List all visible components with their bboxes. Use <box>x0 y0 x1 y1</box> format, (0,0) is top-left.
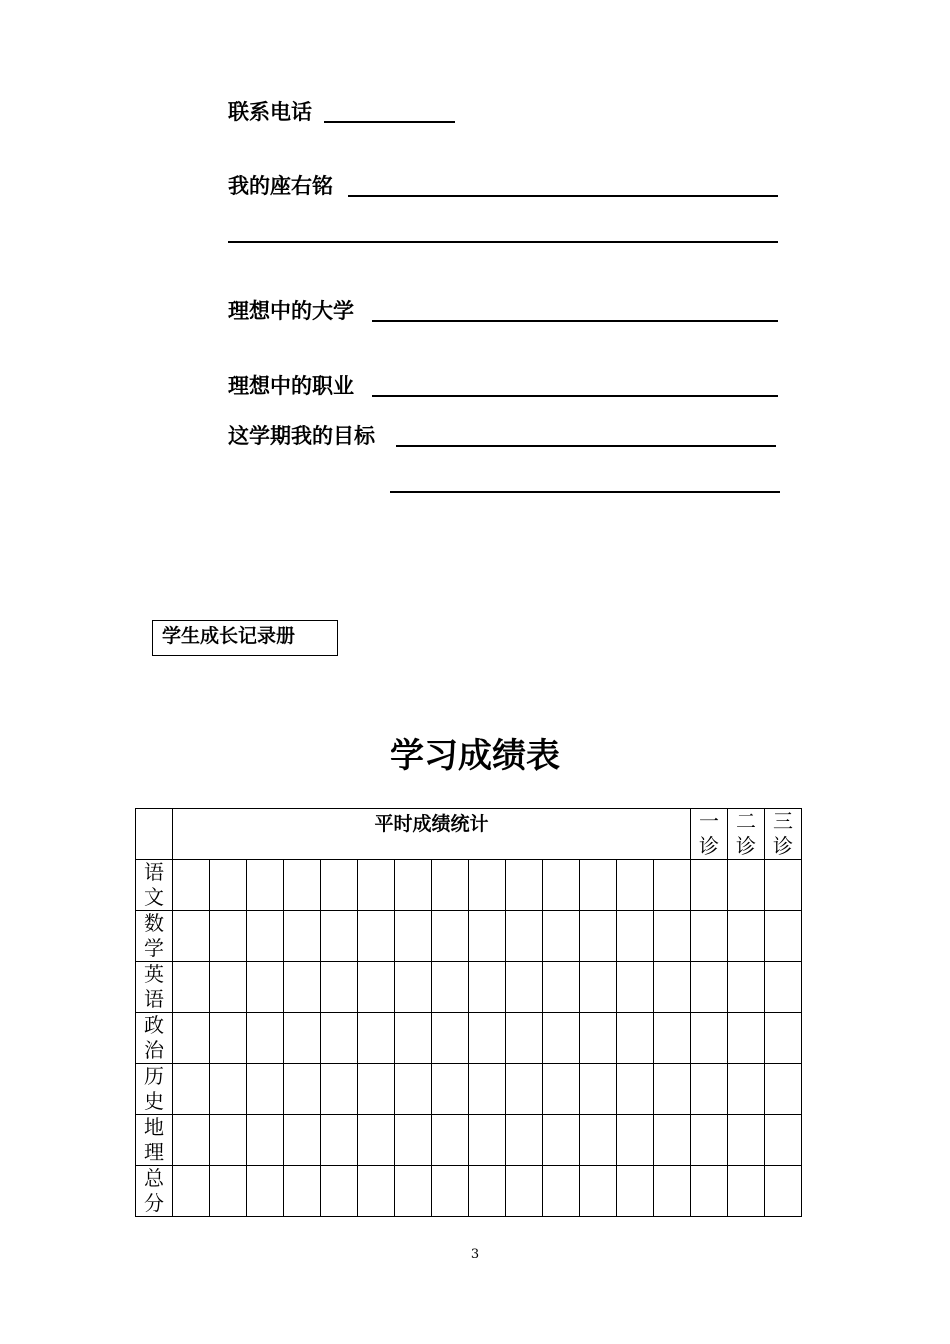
score-cell[interactable] <box>173 911 210 962</box>
score-cell[interactable] <box>469 962 506 1013</box>
exam-header-char: 诊 <box>736 834 756 858</box>
score-cell[interactable] <box>580 1064 617 1115</box>
subject-char: 地 <box>144 1115 164 1139</box>
exam-score-cell[interactable] <box>765 1166 802 1217</box>
score-cell[interactable] <box>358 1166 395 1217</box>
score-cell[interactable] <box>617 962 654 1013</box>
score-cell[interactable] <box>210 1115 247 1166</box>
score-cell[interactable] <box>617 911 654 962</box>
score-cell[interactable] <box>432 962 469 1013</box>
regular-scores-header: 平时成绩统计 <box>173 809 691 860</box>
subject-char: 分 <box>144 1191 164 1215</box>
score-cell[interactable] <box>580 962 617 1013</box>
table-row <box>136 1166 802 1217</box>
score-cell[interactable] <box>617 1013 654 1064</box>
table-row <box>136 911 802 962</box>
exam-score-cell[interactable] <box>765 1115 802 1166</box>
score-cell[interactable] <box>506 1166 543 1217</box>
score-cell[interactable] <box>543 1115 580 1166</box>
score-cell[interactable] <box>543 1013 580 1064</box>
table-row <box>136 860 802 911</box>
score-cell[interactable] <box>506 1013 543 1064</box>
exam-score-cell[interactable] <box>765 1064 802 1115</box>
phone-label: 联系电话 <box>228 100 312 124</box>
exam-score-cell[interactable] <box>691 911 728 962</box>
score-cell[interactable] <box>617 1064 654 1115</box>
exam-header-char: 一 <box>699 809 719 833</box>
score-cell[interactable] <box>173 962 210 1013</box>
score-cell[interactable] <box>580 1013 617 1064</box>
score-cell[interactable] <box>543 962 580 1013</box>
score-cell[interactable] <box>432 1064 469 1115</box>
score-cell[interactable] <box>284 860 321 911</box>
score-cell[interactable] <box>654 1115 691 1166</box>
score-cell[interactable] <box>321 1013 358 1064</box>
subject-label <box>136 1115 173 1166</box>
score-cell[interactable] <box>284 962 321 1013</box>
score-cell[interactable] <box>654 1013 691 1064</box>
score-cell[interactable] <box>654 962 691 1013</box>
score-cell[interactable] <box>247 1064 284 1115</box>
score-cell[interactable] <box>469 1115 506 1166</box>
exam-score-cell[interactable] <box>728 860 765 911</box>
motto-label: 我的座右铭 <box>228 174 333 198</box>
score-cell[interactable] <box>506 911 543 962</box>
score-cell[interactable] <box>247 911 284 962</box>
score-cell[interactable] <box>173 1013 210 1064</box>
score-cell[interactable] <box>543 1064 580 1115</box>
score-cell[interactable] <box>284 1166 321 1217</box>
subject-char: 理 <box>144 1140 164 1164</box>
subject-char: 学 <box>144 936 164 960</box>
score-cell[interactable] <box>173 1064 210 1115</box>
exam-score-cell[interactable] <box>765 962 802 1013</box>
subject-label <box>136 1166 173 1217</box>
score-cell[interactable] <box>210 860 247 911</box>
score-cell[interactable] <box>395 860 432 911</box>
corner-cell <box>136 809 173 860</box>
score-cell[interactable] <box>543 911 580 962</box>
score-cell[interactable] <box>321 1115 358 1166</box>
score-cell[interactable] <box>580 911 617 962</box>
score-cell[interactable] <box>469 911 506 962</box>
exam-score-cell[interactable] <box>691 1013 728 1064</box>
subject-char: 英 <box>144 962 164 986</box>
score-cell[interactable] <box>321 860 358 911</box>
score-cell[interactable] <box>654 1064 691 1115</box>
university-line[interactable] <box>372 320 778 322</box>
score-cell[interactable] <box>173 1166 210 1217</box>
table-row <box>136 1115 802 1166</box>
semester-goal-line-2[interactable] <box>390 491 780 493</box>
score-cell[interactable] <box>543 860 580 911</box>
score-cell[interactable] <box>617 860 654 911</box>
exam-score-cell[interactable] <box>728 911 765 962</box>
score-cell[interactable] <box>432 860 469 911</box>
score-cell[interactable] <box>580 1115 617 1166</box>
subject-char: 史 <box>144 1089 164 1113</box>
score-cell[interactable] <box>432 1166 469 1217</box>
table-title: 学习成绩表 <box>390 736 560 776</box>
record-book-label: 学生成长记录册 <box>152 620 338 656</box>
subject-char: 数 <box>144 911 164 935</box>
score-cell[interactable] <box>506 1115 543 1166</box>
page-number: 3 <box>470 1247 480 1262</box>
exam-score-cell[interactable] <box>691 1166 728 1217</box>
score-cell[interactable] <box>358 962 395 1013</box>
score-cell[interactable] <box>654 860 691 911</box>
exam-header-char: 诊 <box>773 834 793 858</box>
motto-line[interactable] <box>348 195 778 197</box>
subject-char: 语 <box>144 987 164 1011</box>
score-cell[interactable] <box>395 962 432 1013</box>
score-cell[interactable] <box>321 1166 358 1217</box>
score-cell[interactable] <box>358 860 395 911</box>
score-cell[interactable] <box>506 962 543 1013</box>
semester-goal-label: 这学期我的目标 <box>228 424 375 448</box>
score-cell[interactable] <box>247 1115 284 1166</box>
score-cell[interactable] <box>173 860 210 911</box>
exam-score-cell[interactable] <box>691 962 728 1013</box>
score-cell[interactable] <box>358 1115 395 1166</box>
subject-char: 语 <box>144 860 164 884</box>
score-cell[interactable] <box>432 911 469 962</box>
subject-char: 治 <box>144 1038 164 1062</box>
score-cell[interactable] <box>358 1064 395 1115</box>
exam-header-char: 二 <box>736 809 756 833</box>
score-cell[interactable] <box>358 911 395 962</box>
score-cell[interactable] <box>173 1115 210 1166</box>
score-cell[interactable] <box>247 1013 284 1064</box>
score-cell[interactable] <box>395 1166 432 1217</box>
score-cell[interactable] <box>247 860 284 911</box>
semester-goal-line[interactable] <box>396 445 776 447</box>
subject-char: 总 <box>144 1166 164 1190</box>
table-header-row <box>136 809 802 860</box>
exam-score-cell[interactable] <box>728 1013 765 1064</box>
grades-table <box>135 808 802 1217</box>
subject-label <box>136 860 173 911</box>
subject-char: 历 <box>144 1064 164 1088</box>
exam-3-header <box>765 809 802 860</box>
score-cell[interactable] <box>506 860 543 911</box>
score-cell[interactable] <box>284 1115 321 1166</box>
score-cell[interactable] <box>210 1013 247 1064</box>
exam-score-cell[interactable] <box>728 962 765 1013</box>
score-cell[interactable] <box>210 911 247 962</box>
subject-char: 文 <box>144 885 164 909</box>
exam-score-cell[interactable] <box>728 1064 765 1115</box>
score-cell[interactable] <box>617 1166 654 1217</box>
exam-score-cell[interactable] <box>765 860 802 911</box>
score-cell[interactable] <box>321 962 358 1013</box>
score-cell[interactable] <box>469 1013 506 1064</box>
university-label: 理想中的大学 <box>228 299 354 323</box>
subject-label <box>136 962 173 1013</box>
score-cell[interactable] <box>210 1166 247 1217</box>
score-cell[interactable] <box>358 1013 395 1064</box>
table-row <box>136 962 802 1013</box>
score-cell[interactable] <box>469 1064 506 1115</box>
score-cell[interactable] <box>247 1166 284 1217</box>
exam-score-cell[interactable] <box>765 1013 802 1064</box>
score-cell[interactable] <box>654 911 691 962</box>
score-cell[interactable] <box>580 1166 617 1217</box>
score-cell[interactable] <box>469 1166 506 1217</box>
score-cell[interactable] <box>321 1064 358 1115</box>
career-label: 理想中的职业 <box>228 374 354 398</box>
exam-score-cell[interactable] <box>691 1064 728 1115</box>
exam-score-cell[interactable] <box>765 911 802 962</box>
score-cell[interactable] <box>543 1166 580 1217</box>
score-cell[interactable] <box>247 962 284 1013</box>
score-cell[interactable] <box>284 1013 321 1064</box>
exam-header-char: 三 <box>773 809 793 833</box>
score-cell[interactable] <box>284 1064 321 1115</box>
score-cell[interactable] <box>210 962 247 1013</box>
score-cell[interactable] <box>432 1013 469 1064</box>
score-cell[interactable] <box>395 1064 432 1115</box>
motto-line-2[interactable] <box>228 241 778 243</box>
exam-score-cell[interactable] <box>691 1115 728 1166</box>
score-cell[interactable] <box>395 1115 432 1166</box>
score-cell[interactable] <box>469 860 506 911</box>
exam-score-cell[interactable] <box>728 1115 765 1166</box>
subject-label <box>136 1013 173 1064</box>
score-cell[interactable] <box>210 1064 247 1115</box>
score-cell[interactable] <box>321 911 358 962</box>
exam-header-char: 诊 <box>699 834 719 858</box>
subject-char: 政 <box>144 1013 164 1037</box>
score-cell[interactable] <box>284 911 321 962</box>
score-cell[interactable] <box>617 1115 654 1166</box>
score-cell[interactable] <box>395 1013 432 1064</box>
table-row <box>136 1064 802 1115</box>
score-cell[interactable] <box>580 860 617 911</box>
career-line[interactable] <box>372 395 778 397</box>
exam-score-cell[interactable] <box>728 1166 765 1217</box>
score-cell[interactable] <box>654 1166 691 1217</box>
table-row <box>136 1013 802 1064</box>
subject-label <box>136 911 173 962</box>
score-cell[interactable] <box>506 1064 543 1115</box>
score-cell[interactable] <box>395 911 432 962</box>
exam-score-cell[interactable] <box>691 860 728 911</box>
score-cell[interactable] <box>432 1115 469 1166</box>
exam-2-header <box>728 809 765 860</box>
phone-line[interactable] <box>324 121 455 123</box>
exam-1-header <box>691 809 728 860</box>
subject-label <box>136 1064 173 1115</box>
